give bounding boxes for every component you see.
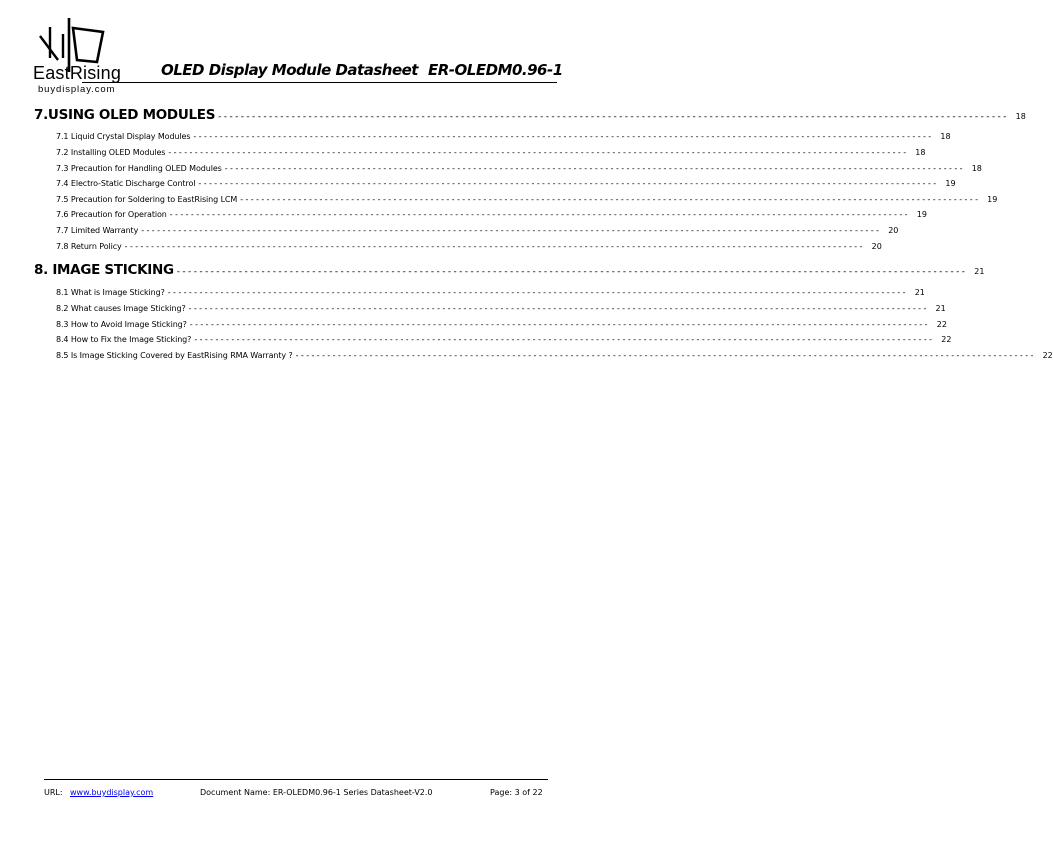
toc-leader: --------------------------------------------------------------------------------------------------------------------------------------------: [167, 288, 908, 297]
toc-leader: --------------------------------------------------------------------------------------------------------------------------------------------: [169, 210, 910, 219]
document-model: ER-OLEDM0.96-1: [428, 61, 563, 79]
toc-item-row: [56, 179, 956, 192]
toc-item-title: 8.2 What causes Image Sticking?: [56, 304, 186, 313]
toc-page-number: 19: [987, 195, 998, 204]
toc-item-title: 8.4 How to Fix the Image Sticking?: [56, 335, 192, 344]
toc-leader: --------------------------------------------------------------------------------------------------------------------------------------------: [198, 179, 939, 188]
toc-leader: --------------------------------------------------------------------------------------------------------------------------------------------: [224, 164, 965, 173]
toc-page-number: 20: [888, 226, 899, 235]
logo-site-text: buydisplay.com: [38, 84, 116, 95]
toc-leader: --------------------------------------------------------------------------------------------------------------------------------------------: [168, 148, 909, 157]
toc-leader: --------------------------------------------------------------------------------------------------------------------------------------------: [141, 226, 882, 235]
toc-leader: --------------------------------------------------------------------------------------------------------------------------------------------: [218, 112, 1009, 122]
footer-page-number: Page: 3 of 22: [490, 788, 543, 797]
footer-document-name: Document Name: ER-OLEDM0.96-1 Series Datasheet-V2.0: [200, 788, 433, 797]
toc-leader: --------------------------------------------------------------------------------------------------------------------------------------------: [188, 304, 929, 313]
toc-item-title: 8.5 Is Image Sticking Covered by EastRising RMA Warranty ?: [56, 351, 293, 360]
toc-page-number: 18: [940, 132, 951, 141]
toc-item-row: [56, 335, 952, 348]
toc-section-title: 7.USING OLED MODULES: [34, 107, 216, 123]
footer-divider: [44, 779, 548, 780]
logo-brand-text: EastRising: [33, 63, 122, 83]
toc-page-number: 18: [915, 148, 926, 157]
toc-page-number: 22: [1042, 351, 1053, 360]
toc-item-title: 7.8 Return Policy: [56, 242, 122, 251]
toc-item-row: [56, 320, 947, 333]
toc-leader: --------------------------------------------------------------------------------------------------------------------------------------------: [194, 335, 935, 344]
toc-section-row: [34, 107, 1026, 127]
toc-item-title: 7.3 Precaution for Handling OLED Modules: [56, 164, 222, 173]
toc-page-number: 18: [971, 164, 982, 173]
header-divider: [82, 82, 557, 83]
toc-item-title: 7.1 Liquid Crystal Display Modules: [56, 132, 191, 141]
toc-page-number: 18: [1015, 112, 1026, 121]
toc-item-title: 8.3 How to Avoid Image Sticking?: [56, 320, 187, 329]
toc-item-row: [56, 351, 1053, 364]
toc-item-row: [56, 226, 899, 239]
eastrising-logo-mark-icon: [37, 14, 109, 68]
toc-item-row: [56, 288, 925, 301]
toc-item-row: [56, 242, 882, 255]
toc-page-number: 19: [916, 210, 927, 219]
toc-item-row: [56, 164, 982, 177]
footer-url-label: URL:: [44, 788, 63, 797]
toc-item-row: [56, 148, 926, 161]
toc-leader: --------------------------------------------------------------------------------------------------------------------------------------------: [193, 132, 934, 141]
toc-item-row: [56, 132, 951, 145]
toc-page-number: 22: [936, 320, 947, 329]
footer-url-link[interactable]: www.buydisplay.com: [70, 788, 154, 797]
toc-page-number: 21: [935, 304, 946, 313]
toc-item-title: 7.6 Precaution for Operation: [56, 210, 167, 219]
toc-item-title: 7.4 Electro-Static Discharge Control: [56, 179, 196, 188]
toc-item-title: 7.5 Precaution for Soldering to EastRising LCM: [56, 195, 238, 204]
toc-item-row: [56, 304, 946, 317]
toc-item-title: 7.2 Installing OLED Modules: [56, 148, 166, 157]
toc-page-number: 21: [974, 267, 985, 276]
toc-leader: --------------------------------------------------------------------------------------------------------------------------------------------: [240, 195, 981, 204]
toc-leader: --------------------------------------------------------------------------------------------------------------------------------------------: [124, 242, 865, 251]
toc-section-title: 8. IMAGE STICKING: [34, 262, 174, 278]
eastrising-logo: [33, 14, 133, 98]
toc-leader: --------------------------------------------------------------------------------------------------------------------------------------------: [295, 351, 1036, 360]
toc-item-row: [56, 210, 927, 223]
toc-item-row: [56, 195, 998, 208]
toc-item-title: 8.1 What is Image Sticking?: [56, 288, 165, 297]
toc-page-number: 21: [914, 288, 925, 297]
toc-leader: --------------------------------------------------------------------------------------------------------------------------------------------: [189, 320, 930, 329]
toc-page-number: 19: [945, 179, 956, 188]
toc-item-title: 7.7 Limited Warranty: [56, 226, 139, 235]
toc-section-row: [34, 262, 985, 282]
toc-page-number: 22: [941, 335, 952, 344]
document-title: OLED Display Module Datasheet: [161, 61, 418, 79]
toc-leader: --------------------------------------------------------------------------------------------------------------------------------------------: [176, 267, 968, 277]
toc-page-number: 20: [871, 242, 882, 251]
